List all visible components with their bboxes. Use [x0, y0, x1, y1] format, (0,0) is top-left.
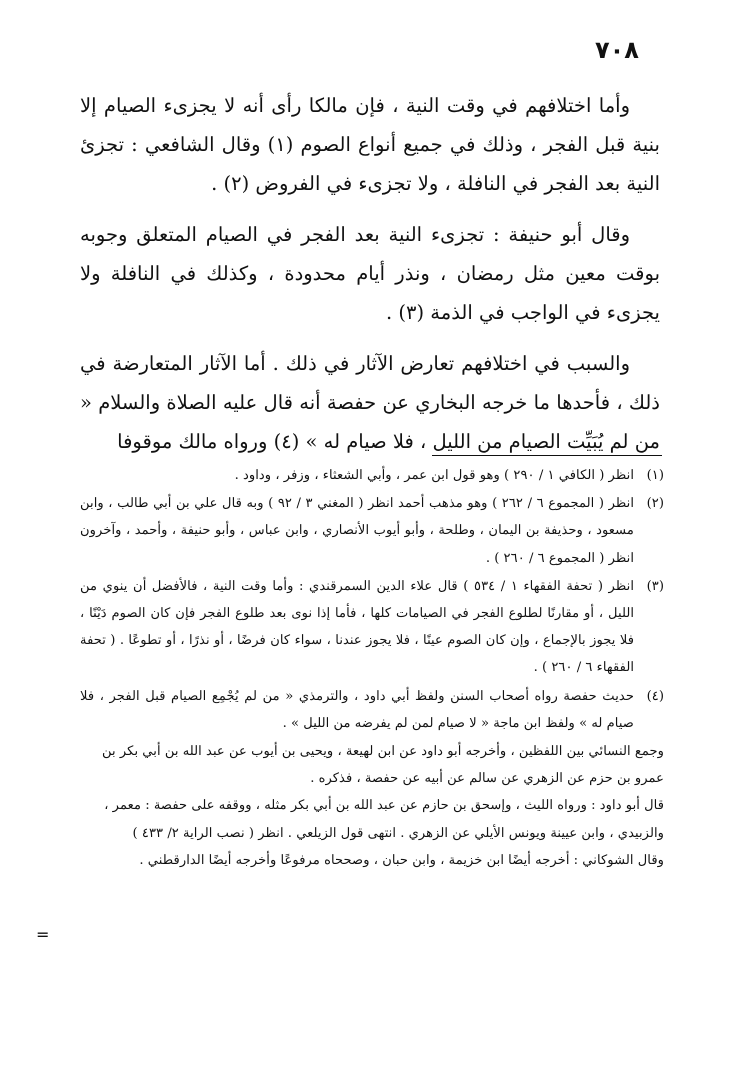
footnote-text: حديث حفصة رواه أصحاب السنن ولفظ أبي داود ، والترمذي « من لم يُجْمِع الصيام قبل الفجر ، فلا صيام له » ولفظ ابن ماجة « لا صيام لمن لم يفرضه من الليل » .: [80, 688, 634, 731]
footnote-number: (٤): [646, 688, 664, 704]
footnote-continuation: وقال الشوكاني : أخرجه أيضًا ابن خزيمة ، وابن حبان ، وصححاه مرفوعًا وأخرجه أيضًا الدارقطني .: [139, 852, 664, 868]
footnote-text: انظر ( تحفة الفقهاء ١ / ٥٣٤ ) قال علاء الدين السمرقندي : وأما وقت النية ، فالأفضل أن ينوي من الليل ، أو مقارنًا لطلوع الفجر في الصيامات كلها ، فأما إذا نوى بعد طلوع الفجر فإن كان الصوم دَيْنًا ، فلا يجوز بالإجماع ، وإن كان الصوم عينًا ، فلا يجوز عندنا ، سواء كان فرضًا ، أو نذرًا ، أو تطوعًا . ( تحفة الفقهاء ٦ / ٢٦٠ ) .: [80, 578, 634, 676]
footnote-number: (٣): [646, 578, 664, 594]
footnote-4: [80, 683, 664, 737]
footnote-1: [80, 462, 664, 489]
footnote-2: [80, 490, 664, 572]
main-paragraph: وأما اختلافهم في وقت النية ، فإن مالكا رأى أنه لا يجزىء الصيام إلا بنية قبل الفجر ، وذلك في جميع أنواع الصوم (١) وقال الشافعي : تجزئ النية بعد الفجر في النافلة ، ولا تجزىء في الفروض (٢) .: [80, 94, 660, 195]
main-paragraph: والسبب في اختلافهم تعارض الآثار في ذلك . أما الآثار المتعارضة في ذلك ، فأحدها ما خرجه البخاري عن حفصة أنه قال عليه الصلاة والسلام « من لم يُبَيِّت الصيام من الليل ، فلا صيام له » (٤) ورواه مالك موقوفا: [80, 352, 660, 453]
page-number: ٧٠٨: [595, 36, 639, 64]
main-text: [80, 86, 660, 473]
footnote-separator: [432, 455, 662, 456]
footnote-continuation: وجمع النسائي بين اللفظين ، وأخرجه أبو داود عن ابن لهيعة ، ويحيى بن أيوب عن عبد الله بن أبي بكر بن عمرو بن حزم عن الزهري عن سالم عن أبيه عن حفصة ، فذكره .: [101, 744, 664, 787]
margin-mark: =: [36, 925, 50, 944]
main-paragraph: وقال أبو حنيفة : تجزىء النية بعد الفجر في الصيام المتعلق وجوبه بوقت معين مثل رمضان ، ونذر أيام محدودة ، وكذلك في النافلة ولا يجزىء في الواجب في الذمة (٣) .: [80, 223, 660, 324]
footnote-continuation: قال أبو داود : ورواه الليث ، وإسحق بن حازم عن عبد الله بن أبي بكر مثله ، ووقفه على حفصة : معمر ، والزبيدي ، وابن عيينة ويونس الأيلي عن الزهري . انتهى قول الزيلعي . انظر ( نصب الراية ٢/ ٤٣٣ ): [104, 798, 664, 841]
footnote-number: (٢): [646, 496, 664, 512]
footnote-text: انظر ( المجموع ٦ / ٢٦٢ ) وهو مذهب أحمد انظر ( المغني ٣ / ٩٢ ) وبه قال علي بن أبي طالب ، وابن مسعود ، وحذيفة بن اليمان ، وطلحة ، وأبو أيوب الأنصاري ، وابن عباس ، وأبو حنيفة ، وأحمد ، وآخرون انظر ( المجموع ٦ / ٢٦٠ ) .: [80, 496, 634, 566]
footnote-number: (١): [646, 468, 664, 483]
footnotes: [80, 462, 664, 874]
footnote-text: انظر ( الكافي ١ / ٢٩٠ ) وهو قول ابن عمر ، وأبي الشعثاء ، وزفر ، وداود .: [234, 468, 634, 483]
footnote-3: [80, 573, 664, 682]
